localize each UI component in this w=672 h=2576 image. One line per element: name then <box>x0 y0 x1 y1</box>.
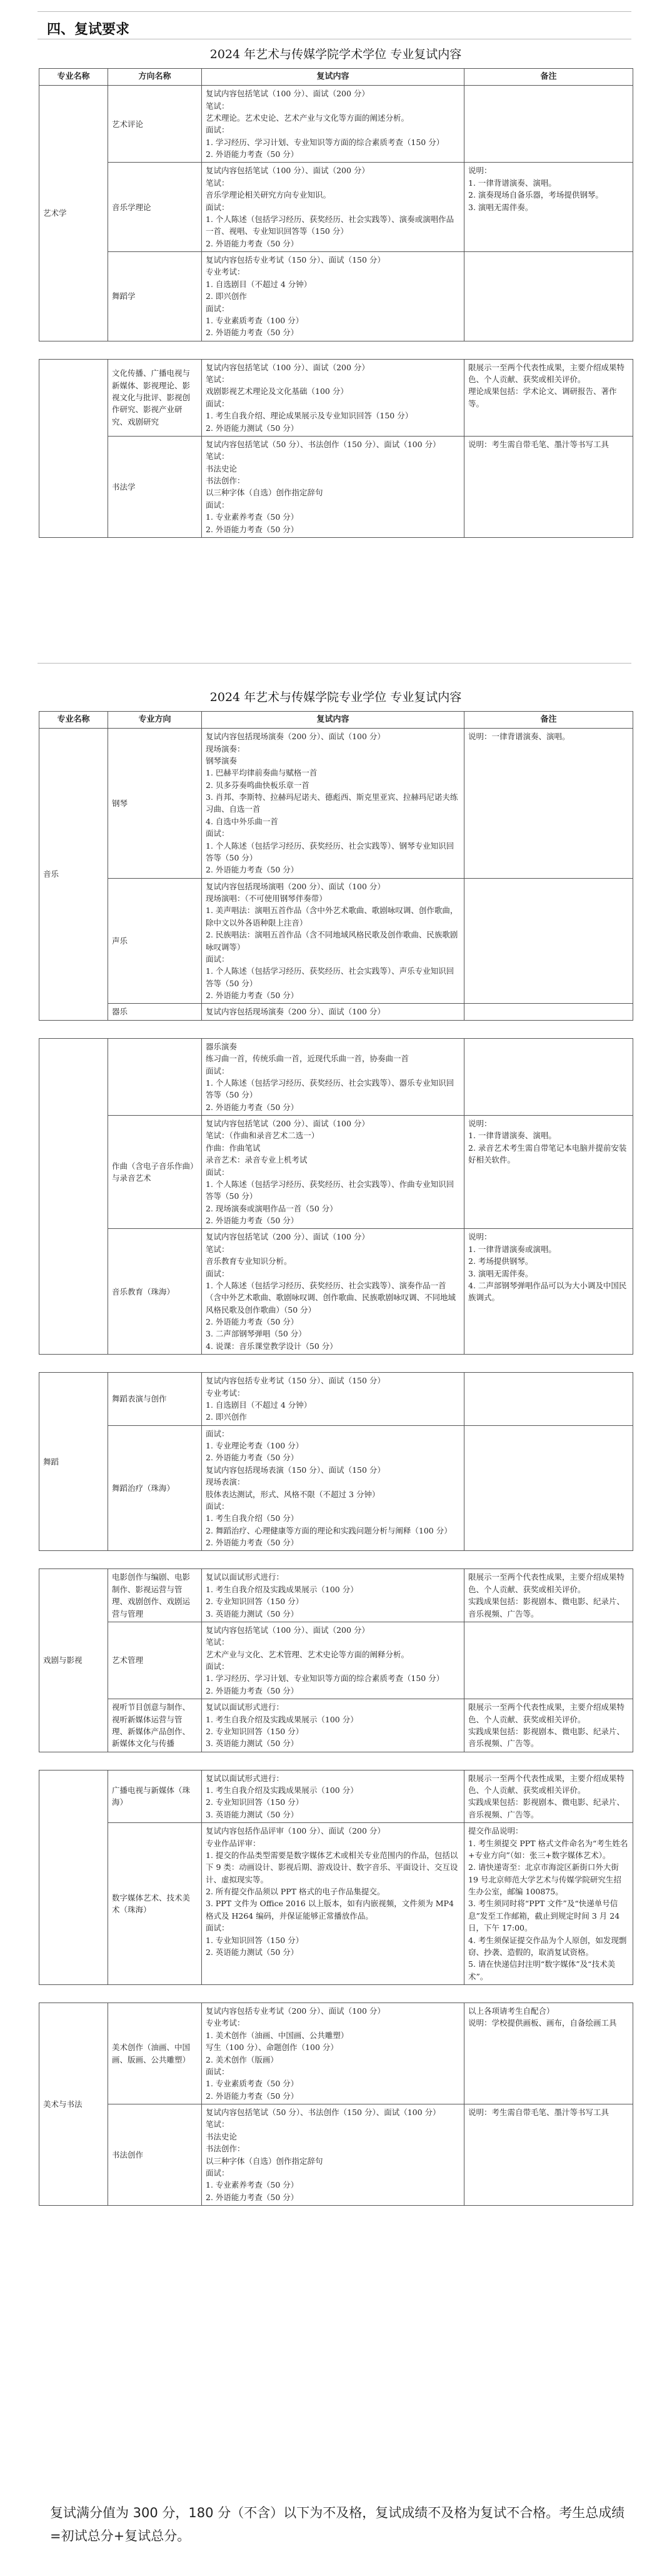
content-line: 4. 说课：音乐课堂教学设计（50 分） <box>206 1341 338 1351</box>
content-line: 面试： <box>206 500 229 510</box>
professional-table-title: 2024 年艺术与传媒学院专业学位 专业复试内容 <box>209 690 462 704</box>
table-row <box>39 2104 633 2206</box>
note-line: 限展示一至两个代表性成果，主要介绍成果特色、个人贡献、获奖或相关评价。 <box>468 1773 625 1796</box>
note-line: 说明：一律背谱演奏、演唱。 <box>468 732 570 742</box>
table2-group-4 <box>39 1770 633 1985</box>
direction-cell <box>108 1038 202 1115</box>
note-line: 2. 请快递寄至：北京市海淀区新街口外大街 19 号北京师范大学艺术与传媒学院研究生招生办公室，邮编 100875。 <box>468 1862 621 1897</box>
content-line: 1. 专业理论考查（100 分） <box>206 1441 304 1451</box>
content-line: 1. 考生自我介绍及实践成果展示（100 分） <box>206 1584 358 1594</box>
note-line: 实践成果包括：影视剧本、微电影、纪录片、音乐视频、广告等。 <box>468 1726 625 1749</box>
content-line: 复试内容包括笔试（50 分）、书法创作（150 分）、面试（100 分） <box>206 439 441 449</box>
content-line: 专业作品评审： <box>206 1838 261 1848</box>
direction-cell: 艺术评论 <box>108 86 202 163</box>
direction-cell: 书法创作 <box>108 2104 202 2206</box>
major-name-cell <box>39 1770 108 1984</box>
section-heading: 四、复试要求 <box>47 22 130 38</box>
direction-cell: 音乐学理论 <box>108 163 202 252</box>
content-cell <box>202 1699 464 1752</box>
content-line: 复试内容包括笔试（100 分）、面试（200 分） <box>206 89 369 99</box>
content-line: 复试内容包括现场演奏（200 分）、面试（100 分） <box>206 1007 385 1017</box>
note-line: 限展示一至两个代表性成果，主要介绍成果特色、个人贡献、获奖或相关评价。 <box>468 1572 625 1594</box>
content-line: 复试内容包括现场演奏（200 分）、面试（100 分） <box>206 732 385 742</box>
content-line: 2. 即兴创作 <box>206 291 247 301</box>
note-cell <box>464 1770 633 1823</box>
content-line: 1. 个人陈述（包括学习经历、获奖经历、社会实践等）、演奏作品一首（含中外艺术歌曲、歌剧咏叹调、创作歌曲、民族歌剧咏叹调、不同地域风格民歌及创作歌曲）（50 分） <box>206 1280 456 1315</box>
content-line: 2. 贝多芬奏鸣曲快板乐章一首 <box>206 780 309 790</box>
content-line: 面试： <box>206 1066 229 1076</box>
content-line: 2. 外语能力考查（50 分） <box>206 2091 299 2101</box>
content-line: 笔试： <box>206 2119 229 2129</box>
direction-cell: 声乐 <box>108 878 202 1004</box>
content-line: 书法创作： <box>206 2144 245 2154</box>
content-line: 面试： <box>206 1662 229 1672</box>
note-cell <box>464 2104 633 2206</box>
content-line: 复试内容包括笔试（100 分）、面试（200 分） <box>206 362 369 372</box>
content-line: 复试以面试形式进行： <box>206 1773 284 1783</box>
content-line: 2. 外语能力考查（50 分） <box>206 149 299 159</box>
major-name-cell <box>39 359 108 537</box>
table-row <box>39 1229 633 1355</box>
content-line: 笔试： <box>206 178 229 188</box>
note-cell <box>464 729 633 879</box>
content-line: 专业考试： <box>206 267 245 277</box>
content-cell <box>202 1004 464 1020</box>
content-line: 笔试：（作曲和录音艺术二选一） <box>206 1131 319 1141</box>
content-line: 2. 外语能力考查（50 分） <box>206 2192 299 2202</box>
content-line: 3. 英语能力测试（50 分） <box>206 1609 299 1619</box>
table-row <box>39 1038 633 1115</box>
content-cell <box>202 1770 464 1823</box>
table-row <box>39 1425 633 1551</box>
academic-table-title: 2024 年艺术与传媒学院学术学位 专业复试内容 <box>209 48 462 61</box>
direction-cell: 美术创作（油画、中国画、版画、公共雕塑） <box>108 2003 202 2104</box>
header-row <box>39 712 633 729</box>
content-line: 笔试： <box>206 452 229 462</box>
major-name-cell: 音乐 <box>39 729 108 1021</box>
table-row <box>39 878 633 1004</box>
content-cell <box>202 1038 464 1115</box>
top-divider <box>38 11 631 12</box>
content-line: 写生（100 分）、命题创作（100 分） <box>206 2043 338 2053</box>
major-name-cell: 艺术学 <box>39 86 108 341</box>
content-cell <box>202 436 464 537</box>
column-header: 复试内容 <box>202 69 464 86</box>
content-line: 1. 专业素养考查（50 分） <box>206 2180 299 2190</box>
content-line: 艺术理论。艺术史论、艺术产业与文化等方面的阐述分析。 <box>206 113 409 123</box>
content-line: 现场演奏： <box>206 744 245 754</box>
content-line: 1. 提交的作品类型需要是数字媒体艺术或相关专业范围内的作品，包括以下 9 类：动画设计、影视后期、游戏设计、数字音乐、平面设计、交互设计、虚拟现实等。 <box>206 1850 458 1884</box>
note-cell <box>464 1229 633 1355</box>
note-cell <box>464 1038 633 1115</box>
content-line: 3. 二声部钢琴弹唱（50 分） <box>206 1329 306 1339</box>
column-header: 专业名称 <box>39 69 108 86</box>
content-cell <box>202 359 464 436</box>
content-line: 2. 美术创作（版画） <box>206 2054 278 2064</box>
content-line: 1. 学习经历、学习计划、专业知识等方面的综合素质考查（150 分） <box>206 137 444 147</box>
table-row <box>39 1823 633 1985</box>
note-line: 5. 请在快递信封注明“数字媒体”及“技术美术”。 <box>468 1959 616 1981</box>
column-header: 专业名称 <box>39 712 108 729</box>
direction-cell: 钢琴 <box>108 729 202 879</box>
professional-degree-table-sheet <box>39 688 633 2206</box>
content-cell <box>202 1569 464 1622</box>
table2-group-3 <box>39 1568 633 1752</box>
content-line: 专业考试： <box>206 1388 245 1398</box>
note-cell <box>464 359 633 436</box>
note-line: 说明：考生需自带毛笔、墨汁等书写工具 <box>468 2108 609 2118</box>
table2-group-1 <box>39 1038 633 1355</box>
academic-table-container <box>39 68 633 538</box>
content-line: 复试以面试形式进行： <box>206 1572 284 1582</box>
content-line: 1. 学习经历、学习计划、专业知识等方面的综合素质考查（150 分） <box>206 1674 444 1684</box>
content-line: 1. 个人陈述（包括学习经历、获奖经历、社会实践等）、声乐专业知识回答等（50 分） <box>206 966 454 988</box>
content-line: 2. 专业知识回答（150 分） <box>206 1597 304 1607</box>
content-line: 2. 所有提交作品须以 PPT 格式的电子作品集提交。 <box>206 1887 385 1897</box>
table-gap <box>39 1551 633 1568</box>
content-line: 面试： <box>206 954 229 964</box>
direction-cell: 艺术管理 <box>108 1622 202 1699</box>
table-row <box>39 359 633 436</box>
content-line: 复试内容包括现场表演（150 分）、面试（150 分） <box>206 1465 385 1475</box>
content-line: 3. 英语能力测试（50 分） <box>206 1739 299 1749</box>
note-cell <box>464 1373 633 1426</box>
content-line: 面试： <box>206 2066 229 2076</box>
content-line: 1. 个人陈述（包括学习经历、获奖经历、社会实践等）、器乐专业知识回答等（50 分） <box>206 1078 454 1100</box>
note-line: 2. 考场提供钢琴。 <box>468 1256 533 1266</box>
content-line: 2. 外语能力考查（50 分） <box>206 865 299 875</box>
content-line: 2. 英语能力测试（50 分） <box>206 1947 299 1957</box>
table-row <box>39 729 633 879</box>
content-line: 2. 专业知识回答（150 分） <box>206 1797 304 1807</box>
table1-group-0 <box>39 68 633 341</box>
note-line: 限展示一至两个代表性成果，主要介绍成果特色、个人贡献、获奖或相关评价。 <box>468 1702 625 1724</box>
content-line: 2. 外语能力考查（50 分） <box>206 1317 299 1327</box>
content-line: 戏剧影视艺术理论及文化基础（100 分） <box>206 386 348 397</box>
content-line: 器乐演奏 <box>206 1041 238 1051</box>
content-line: 复试内容包括专业考试（150 分）、面试（150 分） <box>206 255 385 265</box>
major-name-cell: 舞蹈 <box>39 1373 108 1551</box>
content-line: 2. 外语能力考查（50 分） <box>206 238 299 248</box>
table-row <box>39 86 633 163</box>
content-cell <box>202 2003 464 2104</box>
note-line: 4. 二声部钢琴弹唱作品可以为大小调及中国民族调式。 <box>468 1280 627 1303</box>
content-cell <box>202 1116 464 1229</box>
content-line: 艺术产业与文化、艺术管理、艺术史论等方面的阐释分析。 <box>206 1649 409 1659</box>
content-line: 复试内容包括专业考试（150 分）、面试（150 分） <box>206 1376 385 1386</box>
content-line: 肢体表达测试，形式、风格不限（不超过 3 分钟） <box>206 1489 380 1499</box>
content-line: 2. 即兴创作 <box>206 1412 247 1422</box>
direction-cell: 书法学 <box>108 436 202 537</box>
content-line: 3. 英语能力测试（50 分） <box>206 1809 299 1819</box>
table-row <box>39 2003 633 2104</box>
content-cell <box>202 1229 464 1355</box>
content-line: 1. 专业素质考查（50 分） <box>206 2079 299 2089</box>
content-line: 书法史论 <box>206 463 238 473</box>
direction-cell: 文化传播、广播电视与新媒体、影视理论、影视文化与批评、影视创作研究、影视产业研究、戏剧研究 <box>108 359 202 436</box>
note-line: 1. 考生须提交 PPT 格式文件命名为“考生姓名+专业方向”（如：张三+数字媒体艺术）。 <box>468 1838 628 1860</box>
column-header: 方向名称 <box>108 69 202 86</box>
table-gap <box>39 1355 633 1372</box>
content-line: 面试： <box>206 125 229 135</box>
note-line: 说明： <box>468 1119 492 1129</box>
table-row <box>39 1770 633 1823</box>
content-line: 笔试： <box>206 1637 229 1647</box>
table-gap <box>39 341 633 359</box>
content-line: 1. 专业素养考查（50 分） <box>206 512 299 522</box>
content-cell <box>202 252 464 341</box>
note-line: 1. 一律背谱演奏、演唱。 <box>468 1131 556 1141</box>
content-line: 1. 巴赫平均律前奏曲与赋格一首 <box>206 768 318 778</box>
table-row <box>39 1373 633 1426</box>
note-line: 以上各项请考生自配合） <box>468 2006 554 2016</box>
note-line: 2. 录音艺术考生需自带笔记本电脑并提前安装好相关软件。 <box>468 1143 627 1165</box>
content-line: 以三种字体（自选）创作指定辞句 <box>206 488 323 498</box>
content-line: 面试： <box>206 398 229 408</box>
note-line: 说明：考生需自带毛笔、墨汁等书写工具 <box>468 439 609 449</box>
content-cell <box>202 1823 464 1985</box>
note-cell <box>464 1116 633 1229</box>
content-line: 笔试： <box>206 375 229 385</box>
direction-cell: 舞蹈治疗（珠海） <box>108 1425 202 1551</box>
content-line: 2. 外语能力考查（50 分） <box>206 328 299 338</box>
content-line: 2. 舞蹈治疗、心理健康等方面的理论和实践问题分析与阐释（100 分） <box>206 1525 452 1535</box>
content-line: 书法创作： <box>206 476 245 486</box>
note-line: 2. 演奏现场自备乐器，考场提供钢琴。 <box>468 190 603 200</box>
content-line: 复试以面试形式进行： <box>206 1702 284 1712</box>
table2-group-5 <box>39 2003 633 2206</box>
note-line: 4. 考生须保证提交作品为个人原创，如发现剽窃、抄袭、造假的，取消复试资格。 <box>468 1935 627 1957</box>
note-cell <box>464 1622 633 1699</box>
content-line: 1. 考生自我介绍、理论成果展示及专业知识回答（150 分） <box>206 411 413 421</box>
content-line: 笔试： <box>206 101 229 111</box>
table1-group-1 <box>39 359 633 538</box>
note-cell <box>464 1569 633 1622</box>
content-line: 笔试： <box>206 1244 229 1254</box>
content-line: 2. 外语能力考查（50 分） <box>206 1216 299 1226</box>
content-line: 1. 美声唱法：演唱五首作品（含中外艺术歌曲、歌剧咏叹调、创作歌曲，除中文以外各语种限上注音） <box>206 906 458 927</box>
content-line: 复试内容包括笔试（200 分）、面试（100 分） <box>206 1232 369 1242</box>
content-line: 1. 专业素质考查（100 分） <box>206 315 304 325</box>
table-gap <box>39 1752 633 1770</box>
direction-cell: 数字媒体艺术、技术美术（珠海） <box>108 1823 202 1985</box>
note-cell <box>464 1699 633 1752</box>
content-line: 2. 外语能力考查（50 分） <box>206 1538 299 1548</box>
content-line: 面试： <box>206 2168 229 2178</box>
content-line: 复试内容包括笔试（100 分）、面试（200 分） <box>206 166 369 176</box>
content-line: 面试： <box>206 1167 229 1177</box>
note-line: 3. 演唱无需伴奏。 <box>468 202 533 212</box>
direction-cell: 舞蹈表演与创作 <box>108 1373 202 1426</box>
table-row <box>39 1699 633 1752</box>
note-line: 说明： <box>468 1232 492 1242</box>
content-line: 录音艺术：录音专业上机考试 <box>206 1155 308 1165</box>
content-line: 练习曲一首，传统乐曲一首，近现代乐曲一首，协奏曲一首 <box>206 1054 409 1064</box>
content-line: 复试内容包括现场演唱（200 分）、面试（100 分） <box>206 881 385 891</box>
note-cell <box>464 86 633 163</box>
content-line: 2. 外语能力考查（50 分） <box>206 1102 299 1112</box>
content-line: 1. 自选剧目（不超过 4 分钟） <box>206 279 312 289</box>
table-row <box>39 1004 633 1020</box>
content-line: 以三种字体（自选）创作指定辞句 <box>206 2156 323 2166</box>
content-cell <box>202 163 464 252</box>
note-line: 理论成果包括：学术论文、调研报告、著作等。 <box>468 386 617 408</box>
content-line: 1. 考生自我介绍（50 分） <box>206 1513 299 1523</box>
table-row <box>39 436 633 537</box>
direction-cell: 作曲（含电子音乐作曲）与录音艺术 <box>108 1116 202 1229</box>
content-line: 复试内容包括专业考试（200 分）、面试（100 分） <box>206 2006 385 2016</box>
content-line: 3. 肖邦、李斯特、拉赫玛尼诺夫、德彪西、斯克里亚宾、拉赫玛尼诺夫练习曲、自选一首 <box>206 792 458 814</box>
content-line: 复试内容包括笔试（100 分）、面试（200 分） <box>206 1625 369 1635</box>
note-line: 说明：学校提供画板、画布，自备绘画工具 <box>468 2018 617 2028</box>
content-line: 1. 个人陈述（包括学习经历、获奖经历、社会实践等）、作曲专业知识回答等（50 分） <box>206 1179 454 1201</box>
note-cell <box>464 436 633 537</box>
column-header: 备注 <box>464 69 633 86</box>
note-cell <box>464 1823 633 1985</box>
content-line: 面试： <box>206 1268 229 1278</box>
header-row <box>39 69 633 86</box>
content-cell <box>202 729 464 879</box>
major-name-cell: 美术与书法 <box>39 2003 108 2206</box>
note-cell <box>464 252 633 341</box>
content-cell <box>202 1373 464 1426</box>
content-line: 1. 自选剧目（不超过 4 分钟） <box>206 1400 312 1410</box>
table-row <box>39 1622 633 1699</box>
content-line: 现场演唱：（不可使用钢琴伴奏带） <box>206 894 327 904</box>
table-row <box>39 1116 633 1229</box>
content-line: 1. 专业知识回答（150 分） <box>206 1935 304 1945</box>
content-line: 2. 外语能力考查（50 分） <box>206 1453 299 1463</box>
note-line: 3. 考生须同时将“PPT 文件”及“快递单号信息”发至工作邮箱，截止到规定时间 3 月 24 日，下午 17:00。 <box>468 1899 620 1933</box>
content-line: 面试： <box>206 303 229 313</box>
content-line: 复试内容包括作品评审（100 分）、面试（200 分） <box>206 1826 385 1836</box>
content-line: 作曲：作曲笔试 <box>206 1143 261 1153</box>
direction-cell: 电影创作与编剧、电影制作、影视运营与管理、戏剧创作、戏剧运营与管理 <box>108 1569 202 1622</box>
direction-cell: 音乐教育（珠海） <box>108 1229 202 1355</box>
content-line: 3. PPT 文件为 Office 2016 以上版本，如有内嵌视频，文件须为 MP4 格式及 H264 编码，并保证能够正常播放作品。 <box>206 1899 454 1921</box>
note-cell <box>464 1425 633 1551</box>
content-line: 书法史论 <box>206 2131 238 2141</box>
direction-cell: 广播电视与新媒体（珠海） <box>108 1770 202 1823</box>
note-cell <box>464 2003 633 2104</box>
content-line: 面试： <box>206 202 229 212</box>
note-line: 1. 一律背谱演奏、演唱。 <box>468 178 556 188</box>
table2-group-0 <box>39 711 633 1021</box>
major-name-cell <box>39 1038 108 1354</box>
content-cell <box>202 86 464 163</box>
note-cell <box>464 163 633 252</box>
content-line: 复试内容包括笔试（50 分）、书法创作（150 分）、面试（100 分） <box>206 2108 441 2118</box>
content-cell <box>202 878 464 1004</box>
table-row <box>39 252 633 341</box>
content-cell <box>202 1622 464 1699</box>
content-line: 2. 专业知识回答（150 分） <box>206 1726 304 1736</box>
content-line: 2. 民族唱法：演唱五首作品（含不同地域风格民歌及创作歌曲、民族歌剧咏叹调等） <box>206 930 458 952</box>
major-name-cell: 戏剧与影视 <box>39 1569 108 1752</box>
content-cell <box>202 1425 464 1551</box>
column-header: 专业方向 <box>108 712 202 729</box>
content-line: 面试： <box>206 1428 229 1438</box>
content-line: 2. 外语能力测试（50 分） <box>206 423 299 433</box>
content-line: 1. 美术创作（油画、中国画、公共雕塑） <box>206 2030 349 2040</box>
content-line: 音乐教育专业知识分析。 <box>206 1256 292 1266</box>
note-cell <box>464 1004 633 1020</box>
content-line: 2. 外语能力考查（50 分） <box>206 1685 299 1695</box>
content-line: 2. 现场演奏或演唱作品一首（50 分） <box>206 1203 338 1213</box>
content-line: 现场表演： <box>206 1477 245 1487</box>
content-line: 4. 自选中外乐曲一首 <box>206 816 278 826</box>
academic-degree-table-sheet <box>39 45 633 538</box>
content-line: 音乐学理论相关研究方向专业知识。 <box>206 190 331 200</box>
content-cell <box>202 2104 464 2206</box>
content-line: 2. 外语能力考查（50 分） <box>206 991 299 1001</box>
content-line: 1. 个人陈述（包括学习经历、获奖经历、社会实践等）、演奏或演唱作品一首、视唱、专业知识回答等（150 分） <box>206 214 454 236</box>
note-line: 实践成果包括：影视剧本、微电影、纪录片、音乐视频、广告等。 <box>468 1597 625 1619</box>
table-row <box>39 163 633 252</box>
note-line: 提交作品说明： <box>468 1826 523 1836</box>
content-line: 面试： <box>206 1923 229 1933</box>
direction-cell: 舞蹈学 <box>108 252 202 341</box>
direction-cell: 视听节目创意与制作、视听新媒体运营与管理、新媒体产品创作、新媒体文化与传播 <box>108 1699 202 1752</box>
content-line: 专业考试： <box>206 2018 245 2028</box>
note-line: 1. 一律背谱演奏或演唱。 <box>468 1244 556 1254</box>
content-line: 面试： <box>206 829 229 839</box>
note-line: 说明： <box>468 166 492 176</box>
table2-group-2 <box>39 1372 633 1551</box>
table-gap <box>39 1985 633 2003</box>
table-row <box>39 1569 633 1622</box>
content-line: 复试内容包括笔试（200 分）、面试（100 分） <box>206 1119 369 1129</box>
professional-table-container <box>39 711 633 2206</box>
content-line: 面试： <box>206 1501 229 1511</box>
note-line: 3. 演唱无需伴奏。 <box>468 1268 533 1278</box>
note-cell <box>464 878 633 1004</box>
table-gap <box>39 1021 633 1038</box>
note-line: 实践成果包括：影视剧本、微电影、纪录片、音乐视频、广告等。 <box>468 1797 625 1819</box>
column-header: 备注 <box>464 712 633 729</box>
note-line: 限展示一至两个代表性成果，主要介绍成果特色、个人贡献、获奖或相关评价。 <box>468 362 625 385</box>
score-requirement-footer: 复试满分值为 300 分，180 分（不含）以下为不及格，复试成绩不及格为复试不合格。考生总成绩=初试总分+复试总分。 <box>50 2505 625 2543</box>
content-line: 钢琴演奏 <box>206 755 238 765</box>
column-header: 复试内容 <box>202 712 464 729</box>
content-line: 1. 考生自我介绍及实践成果展示（100 分） <box>206 1714 358 1724</box>
middle-divider <box>38 663 631 664</box>
content-line: 2. 外语能力考查（50 分） <box>206 524 299 534</box>
content-line: 1. 个人陈述（包括学习经历、获奖经历、社会实践等）、钢琴专业知识回答等（50 分） <box>206 841 454 862</box>
direction-cell: 器乐 <box>108 1004 202 1020</box>
content-line: 1. 考生自我介绍及实践成果展示（100 分） <box>206 1786 358 1796</box>
